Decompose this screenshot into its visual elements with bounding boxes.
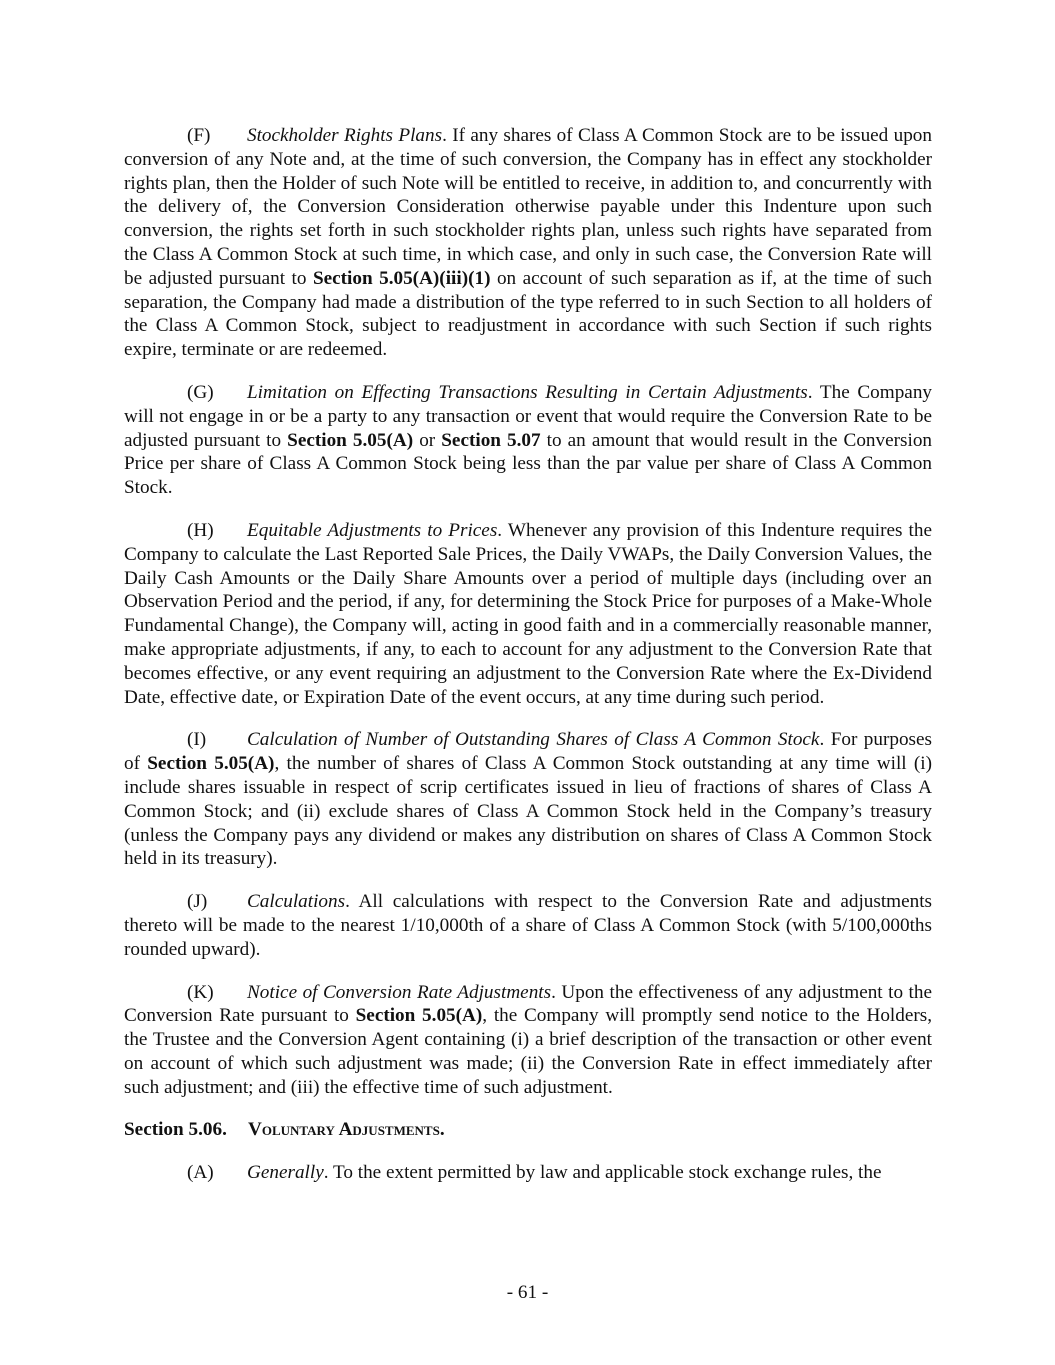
paragraph-heading: Equitable Adjustments to Prices bbox=[247, 519, 498, 541]
paragraph-heading: Stockholder Rights Plans bbox=[247, 125, 443, 146]
section-reference: Section 5.05(A) bbox=[355, 1005, 483, 1027]
paragraph-label: (A) bbox=[187, 1162, 214, 1184]
document-page bbox=[124, 124, 932, 1204]
paragraph-a bbox=[124, 1161, 932, 1185]
section-reference: Section 5.05(A) bbox=[287, 429, 414, 451]
paragraph-text: . Whenever any provision of this Indenture requires the Company to calculate the Last Reported Sale Prices, the Daily VWAPs, the Daily Conversion Values, the Daily Cash Amounts or the Daily Share Amounts over a period of multiple days (including over an Observation Period and the period, if any, for determining the Stock Price for purposes of a Make-Whole Fundamental Change), the Company will, acting in good faith and in a commercially reasonable manner, make appropriate adjustments, if any, to each to account for any adjustment to the Conversion Rate that becomes effective, or any event requiring an adjustment to the Conversion Rate where the Ex-Dividend Date, effective date, or Expiration Date of the event occurs, at any time during such period. bbox=[124, 519, 932, 708]
paragraph-text: , the number of shares of Class A Common Stock outstanding at any time will (i) include shares issuable in respect of scrip certificates issued in lieu of fractions of shares of Class A Common Stock; and (ii) exclude shares of Class A Common Stock held in the Company’s treasury (unless the Company pays any dividend or makes any distribution on shares of Class A Common Stock held in its treasury). bbox=[124, 753, 932, 870]
paragraph-heading: Calculation of Number of Outstanding Shares of Class A Common Stock bbox=[247, 729, 820, 751]
paragraph-text: . All calculations with respect to the Conversion Rate and adjustments thereto will be made to the nearest 1/10,000th of a share of Class A Common Stock (with 5/100,000ths rounded upward). bbox=[124, 891, 932, 960]
paragraph-label: (F) bbox=[187, 125, 211, 146]
paragraph-text: . Upon the effectiveness of any adjustment to the Conversion Rate pursuant to bbox=[124, 981, 932, 1027]
paragraph-text: on account of such separation as if, at the time of such separation, the Company had made a distribution of the type referred to in such Section to all holders of the Class A Common Stock, subject to readjustment in accordance with such Section if such rights expire, terminate or are redeemed. bbox=[124, 267, 932, 361]
paragraph-label: (J) bbox=[187, 891, 208, 913]
paragraph-text: . If any shares of Class A Common Stock are to be issued upon conversion of any Note and, at the time of such conversion, the Company has in effect any stockholder rights plan, then the Holder of such Note will be entitled to receive, in addition to, and concurrently with the delivery of, the Conversion Consideration otherwise payable under this Indenture upon such conversion, the rights set forth in such stockholder rights plan, unless such rights have separated from the Class A Common Stock at such time, in which case, and only in such case, the Conversion Rate will be adjusted pursuant to bbox=[124, 125, 932, 289]
paragraph-text: to an amount that would result in the Conversion Price per share of Class A Common Stock being less than the par value per share of Class A Common Stock. bbox=[124, 429, 933, 499]
paragraph-heading: Limitation on Effecting Transactions Resulting in Certain Adjustments bbox=[247, 381, 808, 403]
paragraph-heading: Notice of Conversion Rate Adjustments bbox=[247, 981, 552, 1003]
paragraph-label: (H) bbox=[187, 519, 214, 541]
paragraph-text: . For purposes of bbox=[124, 729, 932, 775]
paragraph-k bbox=[124, 981, 932, 1100]
section-title: Voluntary Adjustments. bbox=[248, 1119, 445, 1141]
paragraph-label: (G) bbox=[187, 381, 214, 403]
section-reference: Section 5.05(A)(iii)(1) bbox=[312, 267, 491, 289]
paragraph-heading: Generally bbox=[247, 1162, 324, 1184]
paragraph-h bbox=[124, 519, 932, 709]
paragraph-i bbox=[124, 728, 932, 871]
section-number: Section 5.06. bbox=[124, 1119, 227, 1141]
paragraph-g bbox=[124, 381, 932, 500]
section-heading bbox=[124, 1118, 932, 1142]
paragraph-text: , the Company will promptly send notice to the Holders, the Trustee and the Conversion Agent containing (i) a brief description of the transaction or other event on account of which such adjustment was made; (ii) the Conversion Rate in effect immediately after such adjustment; and (iii) the effective time of such adjustment. bbox=[124, 1005, 933, 1098]
paragraph-heading: Calculations bbox=[247, 891, 346, 913]
paragraph-text: or bbox=[413, 429, 442, 451]
paragraph-label: (K) bbox=[187, 981, 214, 1003]
section-reference: Section 5.07 bbox=[441, 429, 541, 451]
paragraph-text: . To the extent permitted by law and applicable stock exchange rules, the bbox=[323, 1162, 882, 1184]
section-reference: Section 5.05(A) bbox=[147, 753, 275, 775]
paragraph-j bbox=[124, 890, 932, 961]
paragraph-label: (I) bbox=[187, 729, 207, 751]
paragraph-text: . The Company will not engage in or be a party to any transaction or event that would require the Conversion Rate to be adjusted pursuant to bbox=[124, 381, 933, 451]
page-number: - 61 - bbox=[506, 1282, 549, 1303]
paragraph-f bbox=[124, 124, 932, 362]
